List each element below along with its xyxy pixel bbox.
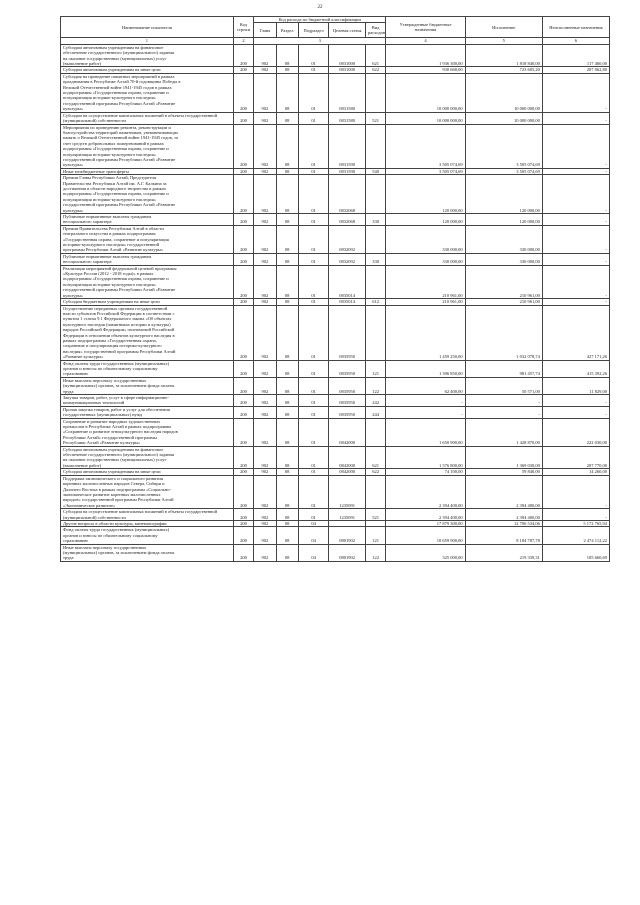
row-executed-cell: 2 394 400,00	[465, 509, 542, 521]
row-glava-cell: 902	[254, 446, 276, 469]
table-row	[61, 112, 610, 124]
row-podrazdel-cell: 01	[298, 253, 328, 265]
row-unexecuted-cell: 415 392,26	[542, 360, 609, 377]
row-kind-cell: 244	[365, 406, 385, 418]
header-row	[61, 17, 610, 23]
table-row	[61, 305, 610, 360]
row-razdel-cell: 08	[276, 406, 298, 418]
row-podrazdel-cell: 01	[298, 509, 328, 521]
row-glava-cell: 902	[254, 520, 276, 526]
row-glava-cell: 902	[254, 395, 276, 407]
row-name-cell: Субсидии бюджетным учреждениям на иные цели	[61, 299, 234, 305]
row-target-cell: 0801902	[329, 527, 366, 544]
row-executed-cell: 330 000,00	[465, 225, 542, 253]
column-number: 1	[61, 38, 234, 44]
row-target-cell: 0831580	[329, 112, 366, 124]
row-unexecuted-cell: 5 172 765,94	[542, 520, 609, 526]
row-podrazdel-cell: 01	[298, 225, 328, 253]
row-podrazdel-cell: 01	[298, 406, 328, 418]
row-name-cell: Премии Правительства Республики Алтай в области театрального искусства в рамках подпрограммы «Государственная охрана, сохранение и популяризация историко-культурного наследия» государственной программы Республики Алтай «Развитие культуры»	[61, 225, 234, 253]
row-executed-cell: 2 394 400,00	[465, 475, 542, 508]
row-executed-cell: 210 961,00	[465, 299, 542, 305]
header-budget-code: Код расхода по бюджетной классификации	[254, 17, 386, 23]
row-approved-cell: 2 394 400,00	[386, 475, 465, 508]
row-executed-cell: 1 428 870,00	[465, 418, 542, 446]
row-unexecuted-cell: -	[542, 265, 609, 298]
table-row	[61, 544, 610, 561]
table-row	[61, 175, 610, 214]
row-name-cell: Иные межбюджетные трансферты	[61, 168, 234, 174]
row-code-cell: 200	[233, 520, 253, 526]
row-approved-cell: 210 961,00	[386, 265, 465, 298]
table-row	[61, 253, 610, 265]
row-name-cell: Реализация мероприятий федеральной целевой программы «Культура России (2012 - 2018 годы)» в рамках подпрограммы «Государственная охрана, сохранение и популяризация историко-культурного наследия» государственной программы Республики Алтай «Развитие культуры»	[61, 265, 234, 298]
row-code-cell: 200	[233, 544, 253, 561]
row-unexecuted-cell: -	[542, 509, 609, 521]
row-glava-cell: 902	[254, 360, 276, 377]
row-glava-cell: 902	[254, 527, 276, 544]
row-podrazdel-cell: 01	[298, 73, 328, 112]
table-row	[61, 475, 610, 508]
row-kind-cell	[365, 265, 385, 298]
column-number: 5	[465, 38, 542, 44]
row-target-cell: 0842000	[329, 446, 366, 469]
row-code-cell: 200	[233, 469, 253, 475]
row-glava-cell: 902	[254, 406, 276, 418]
row-code-cell: 200	[233, 253, 253, 265]
row-glava-cell: 902	[254, 225, 276, 253]
row-razdel-cell: 08	[276, 544, 298, 561]
table-row	[61, 395, 610, 407]
row-name-cell: Фонд оплаты труда государственных (муниципальных) органов и взносы по обязательному социальному страхованию	[61, 527, 234, 544]
header-target: Целевая статья	[329, 23, 366, 38]
row-target-cell: 0801902	[329, 544, 366, 561]
row-approved-cell: 62 400,00	[386, 377, 465, 394]
row-code-cell: 200	[233, 168, 253, 174]
row-target-cell: 1235091	[329, 475, 366, 508]
row-code-cell: 200	[233, 418, 253, 446]
table-row	[61, 377, 610, 394]
row-unexecuted-cell: -	[542, 112, 609, 124]
row-executed-cell: 981 457,74	[465, 360, 542, 377]
row-glava-cell: 902	[254, 168, 276, 174]
table-row	[61, 73, 610, 112]
table-row	[61, 406, 610, 418]
row-razdel-cell: 08	[276, 509, 298, 521]
row-approved-cell: 17 879 300,00	[386, 520, 465, 526]
row-unexecuted-cell: -	[542, 299, 609, 305]
row-executed-cell: 3 505 074,69	[465, 124, 542, 168]
row-approved-cell: 120 000,00	[386, 214, 465, 226]
row-executed-cell: 219 339,31	[465, 544, 542, 561]
row-podrazdel-cell: 01	[298, 475, 328, 508]
row-name-cell: Иные выплаты персоналу государственных (муниципальных) органов, за исключением фонда оплаты труда	[61, 544, 234, 561]
row-target-cell: 0835950	[329, 377, 366, 394]
row-unexecuted-cell: -	[542, 253, 609, 265]
row-approved-cell: 1 396 850,00	[386, 360, 465, 377]
row-razdel-cell: 08	[276, 299, 298, 305]
row-name-cell: Фонд оплаты труда государственных (муниципальных) органов и взносы по обязательному социальному страхованию	[61, 360, 234, 377]
row-razdel-cell: 08	[276, 446, 298, 469]
row-unexecuted-cell: -	[542, 395, 609, 407]
row-approved-cell: 1 576 800,00	[386, 446, 465, 469]
table-row	[61, 418, 610, 446]
row-podrazdel-cell: 01	[298, 124, 328, 168]
row-target-cell: 0835014	[329, 299, 366, 305]
row-podrazdel-cell: 01	[298, 395, 328, 407]
row-approved-cell: 10 659 900,00	[386, 527, 465, 544]
table-row	[61, 124, 610, 168]
row-target-cell: 1235091	[329, 509, 366, 521]
row-approved-cell: -	[386, 395, 465, 407]
row-kind-cell: 121	[365, 527, 385, 544]
table-row	[61, 527, 610, 544]
row-target-cell: 0835950	[329, 305, 366, 360]
row-approved-cell: 2 394 400,00	[386, 509, 465, 521]
row-kind-cell: 521	[365, 112, 385, 124]
row-approved-cell: 330 000,00	[386, 253, 465, 265]
row-code-cell: 200	[233, 175, 253, 214]
row-kind-cell: 621	[365, 44, 385, 67]
row-target-cell: 0832092	[329, 225, 366, 253]
row-glava-cell: 902	[254, 469, 276, 475]
row-code-cell: 200	[233, 112, 253, 124]
header-code: Код строки	[233, 17, 253, 38]
row-name-cell: Публичные нормативные выплаты гражданам несоциального характера	[61, 253, 234, 265]
row-code-cell: 200	[233, 305, 253, 360]
row-razdel-cell: 08	[276, 112, 298, 124]
row-razdel-cell: 08	[276, 67, 298, 73]
row-code-cell: 200	[233, 225, 253, 253]
row-executed-cell: 10 000 000,00	[465, 73, 542, 112]
row-executed-cell: 330 000,00	[465, 253, 542, 265]
row-target-cell: 0842000	[329, 469, 366, 475]
row-code-cell: 200	[233, 406, 253, 418]
row-podrazdel-cell: 01	[298, 112, 328, 124]
row-podrazdel-cell: 04	[298, 527, 328, 544]
row-name-cell: Субсидии на осуществление капитальных вложений в объекты государственной (муниципальной) собственности	[61, 509, 234, 521]
row-name-cell: Поддержка экономического и социального развития коренных малочисленных народов Севера, Сибири и Дальнего Востока в рамках подпрограммы «Социально- экономическое развитие коренных малочисленных народов» государственной программы Республики Алтай «Экономическое развитие»	[61, 475, 234, 508]
row-name-cell: Субсидии на осуществление капитальных вложений в объекты государственной (муниципальной) собственности	[61, 112, 234, 124]
row-razdel-cell: 08	[276, 44, 298, 67]
row-target-cell: 0831590	[329, 124, 366, 168]
row-kind-cell	[365, 124, 385, 168]
row-razdel-cell: 08	[276, 475, 298, 508]
row-glava-cell: 902	[254, 124, 276, 168]
row-executed-cell: 1 369 030,00	[465, 446, 542, 469]
row-razdel-cell: 08	[276, 265, 298, 298]
row-approved-cell: 1 650 900,00	[386, 418, 465, 446]
row-name-cell: Осуществление переданных органам государственной власти субъектов Российской Федерации в соответствии с пунктом 1 статьи 9.1 Федерального закона «Об объектах культурного наследия (памятниках истории и культуры) народов Российской Федерации» полномочий Российской Федерации в отношении объектов культурного наследия в рамках подпрограммы «Государственная охрана, сохранение и популяризация историко-культурного наследия» государственной программы Республики Алтай «Развитие культуры»	[61, 305, 234, 360]
row-podrazdel-cell: 01	[298, 446, 328, 469]
row-glava-cell: 902	[254, 377, 276, 394]
row-name-cell: Прочая закупка товаров, работ и услуг для обеспечения государственных (муниципальных) нужд	[61, 406, 234, 418]
row-code-cell: 200	[233, 124, 253, 168]
row-approved-cell: -	[386, 406, 465, 418]
row-code-cell: 200	[233, 214, 253, 226]
row-code-cell: 200	[233, 475, 253, 508]
row-glava-cell: 902	[254, 73, 276, 112]
row-code-cell: 200	[233, 509, 253, 521]
row-target-cell: 0835014	[329, 265, 366, 298]
row-glava-cell: 902	[254, 44, 276, 67]
row-target-cell: 0835950	[329, 406, 366, 418]
row-code-cell: 200	[233, 44, 253, 67]
row-kind-cell: 621	[365, 446, 385, 469]
row-unexecuted-cell: -	[542, 73, 609, 112]
row-approved-cell: 3 505 074,69	[386, 168, 465, 174]
row-podrazdel-cell: 01	[298, 418, 328, 446]
row-code-cell: 200	[233, 67, 253, 73]
header-approved: Утвержденные бюджетные назначения	[386, 17, 465, 38]
row-approved-cell: 74 100,00	[386, 469, 465, 475]
row-executed-cell: -	[465, 406, 542, 418]
row-executed-cell: 10 000 000,00	[465, 112, 542, 124]
row-razdel-cell: 08	[276, 168, 298, 174]
row-approved-cell: 210 961,00	[386, 299, 465, 305]
row-approved-cell: 10 000 000,00	[386, 73, 465, 112]
column-number: 2	[233, 38, 253, 44]
row-podrazdel-cell: 01	[298, 168, 328, 174]
row-target-cell: 0831590	[329, 168, 366, 174]
table-row	[61, 225, 610, 253]
row-approved-cell: 10 000 000,00	[386, 112, 465, 124]
header-glava: Глава	[254, 23, 276, 38]
row-unexecuted-cell: -	[542, 406, 609, 418]
row-kind-cell: 330	[365, 214, 385, 226]
row-executed-cell: 12 706 534,06	[465, 520, 542, 526]
row-executed-cell: 3 505 074,69	[465, 168, 542, 174]
row-razdel-cell: 08	[276, 214, 298, 226]
column-number: 6	[542, 38, 609, 44]
row-podrazdel-cell: 01	[298, 305, 328, 360]
row-glava-cell: 902	[254, 475, 276, 508]
row-target-cell: 0831000	[329, 44, 366, 67]
row-kind-cell	[365, 475, 385, 508]
row-podrazdel-cell: 04	[298, 520, 328, 526]
row-glava-cell: 902	[254, 253, 276, 265]
row-podrazdel-cell: 01	[298, 214, 328, 226]
header-name: Наименование показателя	[61, 17, 234, 38]
row-code-cell: 200	[233, 299, 253, 305]
row-name-cell: Субсидии автономным учреждениям на финансовое обеспечение государственного (муниципального) задания на оказание государственных (муниципальных) услуг (выполнение работ)	[61, 44, 234, 67]
row-razdel-cell: 08	[276, 305, 298, 360]
row-name-cell: Премии Главы Республики Алтай, Председателя Правительства Республики Алтай им. А.Г. Калкина за достижения в области народного творчества в рамках подпрограммы «Государственная охрана, сохранение и популяризация историко-культурного наследия» государственной программы Республики Алтай «Развитие культуры»	[61, 175, 234, 214]
row-name-cell: Субсидии автономным учреждениям на иные цели	[61, 469, 234, 475]
row-unexecuted-cell: -	[542, 168, 609, 174]
row-name-cell: Закупка товаров, работ, услуг в сфере информационно- коммуникационных технологий	[61, 395, 234, 407]
row-executed-cell: 120 000,00	[465, 175, 542, 214]
row-name-cell: Субсидии автономным учреждениям на финансовое обеспечение государственного (муниципального) задания на оказание государственных (муниципальных) услуг (выполнение работ)	[61, 446, 234, 469]
row-unexecuted-cell: 222 030,00	[542, 418, 609, 446]
row-podrazdel-cell: 01	[298, 469, 328, 475]
row-podrazdel-cell: 01	[298, 175, 328, 214]
table-row	[61, 360, 610, 377]
row-razdel-cell: 08	[276, 360, 298, 377]
row-razdel-cell: 08	[276, 73, 298, 112]
row-podrazdel-cell: 01	[298, 360, 328, 377]
row-kind-cell: 612	[365, 299, 385, 305]
row-unexecuted-cell: 2 474 112,22	[542, 527, 609, 544]
row-glava-cell: 902	[254, 175, 276, 214]
row-unexecuted-cell: 105 660,69	[542, 544, 609, 561]
row-kind-cell: 122	[365, 377, 385, 394]
row-razdel-cell: 08	[276, 520, 298, 526]
row-kind-cell: 330	[365, 253, 385, 265]
table-body	[61, 44, 610, 561]
row-unexecuted-cell: -	[542, 124, 609, 168]
table-row	[61, 214, 610, 226]
row-name-cell: Иные выплаты персоналу государственных (муниципальных) органов, за исключением фонда оплаты труда	[61, 377, 234, 394]
row-target-cell: 0832068	[329, 175, 366, 214]
row-podrazdel-cell: 01	[298, 299, 328, 305]
row-executed-cell: 50 571,00	[465, 377, 542, 394]
row-kind-cell: 622	[365, 469, 385, 475]
row-kind-cell: 121	[365, 360, 385, 377]
header-kind: Вид расходов	[365, 23, 385, 38]
row-podrazdel-cell: 01	[298, 265, 328, 298]
row-razdel-cell: 08	[276, 253, 298, 265]
column-number: 3	[254, 38, 386, 44]
table-row	[61, 265, 610, 298]
row-glava-cell: 902	[254, 299, 276, 305]
row-name-cell: Мероприятия по проведению ремонта, реконструкции и благоустройства территорий памятников, увековечивающих память о Великой Отечественной войне 1941-1945 годов, за счет средств добровольных пожертвований в рамках подпрограммы «Государственная охрана, сохранение и популяризация историко-культурного наследия» государственной программы Республики Алтай «Развитие культуры»	[61, 124, 234, 168]
row-kind-cell	[365, 175, 385, 214]
row-unexecuted-cell: 207 062,80	[542, 67, 609, 73]
column-number: 4	[386, 38, 465, 44]
row-glava-cell: 902	[254, 265, 276, 298]
table-row	[61, 44, 610, 67]
row-glava-cell: 902	[254, 67, 276, 73]
page-number: 22	[317, 5, 323, 10]
row-unexecuted-cell: 14 260,00	[542, 469, 609, 475]
row-razdel-cell: 08	[276, 124, 298, 168]
row-unexecuted-cell: 11 829,00	[542, 377, 609, 394]
row-target-cell: 0831000	[329, 67, 366, 73]
row-razdel-cell: 08	[276, 175, 298, 214]
table-row	[61, 509, 610, 521]
budget-execution-table	[60, 16, 610, 562]
row-kind-cell: 242	[365, 395, 385, 407]
row-approved-cell: 325 000,00	[386, 544, 465, 561]
header-podrazdel: Подраздел	[298, 23, 328, 38]
row-target-cell: 0831580	[329, 73, 366, 112]
row-glava-cell: 902	[254, 418, 276, 446]
row-glava-cell: 902	[254, 112, 276, 124]
row-podrazdel-cell: 01	[298, 67, 328, 73]
row-glava-cell: 902	[254, 305, 276, 360]
row-kind-cell: 540	[365, 168, 385, 174]
row-podrazdel-cell: 04	[298, 544, 328, 561]
row-unexecuted-cell: 427 171,26	[542, 305, 609, 360]
row-podrazdel-cell: 01	[298, 377, 328, 394]
row-kind-cell: 622	[365, 67, 385, 73]
row-razdel-cell: 08	[276, 225, 298, 253]
row-executed-cell: 59 840,00	[465, 469, 542, 475]
row-razdel-cell: 08	[276, 418, 298, 446]
row-executed-cell: 120 000,00	[465, 214, 542, 226]
row-name-cell: Сохранение и развитие народных художественных промыслов в Республике Алтай в рамках подпрограммы «Сохранение и развитие этнокультурного наследия народов Республики Алтай» государственной программы Республики Алтай «Развитие культуры»	[61, 418, 234, 446]
row-code-cell: 200	[233, 446, 253, 469]
row-razdel-cell: 08	[276, 377, 298, 394]
header-razdel: Раздел	[276, 23, 298, 38]
table-row	[61, 446, 610, 469]
row-executed-cell: 8 184 787,78	[465, 527, 542, 544]
row-name-cell: Публичные нормативные выплаты гражданам несоциального характера	[61, 214, 234, 226]
row-kind-cell: 521	[365, 509, 385, 521]
row-kind-cell	[365, 418, 385, 446]
row-podrazdel-cell: 01	[298, 44, 328, 67]
row-glava-cell: 902	[254, 214, 276, 226]
row-code-cell: 200	[233, 73, 253, 112]
row-unexecuted-cell: -	[542, 214, 609, 226]
row-executed-cell: -	[465, 395, 542, 407]
row-approved-cell: 120 000,00	[386, 175, 465, 214]
row-razdel-cell: 08	[276, 469, 298, 475]
row-razdel-cell: 08	[276, 395, 298, 407]
row-target-cell: 0832068	[329, 214, 366, 226]
header-unexecuted: Неисполненные назначения	[542, 17, 609, 38]
row-kind-cell: 122	[365, 544, 385, 561]
row-glava-cell: 902	[254, 544, 276, 561]
row-executed-cell: 210 961,00	[465, 265, 542, 298]
row-name-cell: Субсидии автономным учреждениям на иные цели	[61, 67, 234, 73]
row-razdel-cell: 08	[276, 527, 298, 544]
row-target-cell: 0835950	[329, 395, 366, 407]
row-target-cell: 0835950	[329, 360, 366, 377]
row-code-cell: 200	[233, 395, 253, 407]
row-approved-cell: 1 459 250,00	[386, 305, 465, 360]
row-glava-cell: 902	[254, 509, 276, 521]
row-kind-cell	[365, 305, 385, 360]
row-name-cell: Другие вопросы в области культуры, кинематографии	[61, 520, 234, 526]
row-approved-cell: 930 668,00	[386, 67, 465, 73]
row-unexecuted-cell: -	[542, 175, 609, 214]
row-code-cell: 200	[233, 265, 253, 298]
row-approved-cell: 3 505 074,69	[386, 124, 465, 168]
row-kind-cell	[365, 73, 385, 112]
row-unexecuted-cell: -	[542, 225, 609, 253]
row-approved-cell: 330 000,00	[386, 225, 465, 253]
row-code-cell: 200	[233, 360, 253, 377]
row-target-cell: 0832092	[329, 253, 366, 265]
header-executed: Исполнение	[465, 17, 542, 38]
row-executed-cell: 1 032 078,74	[465, 305, 542, 360]
row-code-cell: 200	[233, 527, 253, 544]
row-name-cell: Субсидия на проведение памятных мероприятий в рамках празднования в Республике Алтай 70-й годовщины Победы в Великой Отечественной войне 1941-1945 годов в рамках подпрограммы «Государственная охрана, сохранение и популяризация историко-культурного наследия» государственной программы Республики Алтай «Развитие культуры»	[61, 73, 234, 112]
row-code-cell: 200	[233, 377, 253, 394]
row-target-cell: 0842000	[329, 418, 366, 446]
row-executed-cell: 723 605,20	[465, 67, 542, 73]
row-unexecuted-cell: -	[542, 475, 609, 508]
row-executed-cell: 1 818 840,00	[465, 44, 542, 67]
row-unexecuted-cell: 207 770,00	[542, 446, 609, 469]
row-unexecuted-cell: 117 460,00	[542, 44, 609, 67]
row-approved-cell: 1 936 300,00	[386, 44, 465, 67]
row-kind-cell	[365, 225, 385, 253]
